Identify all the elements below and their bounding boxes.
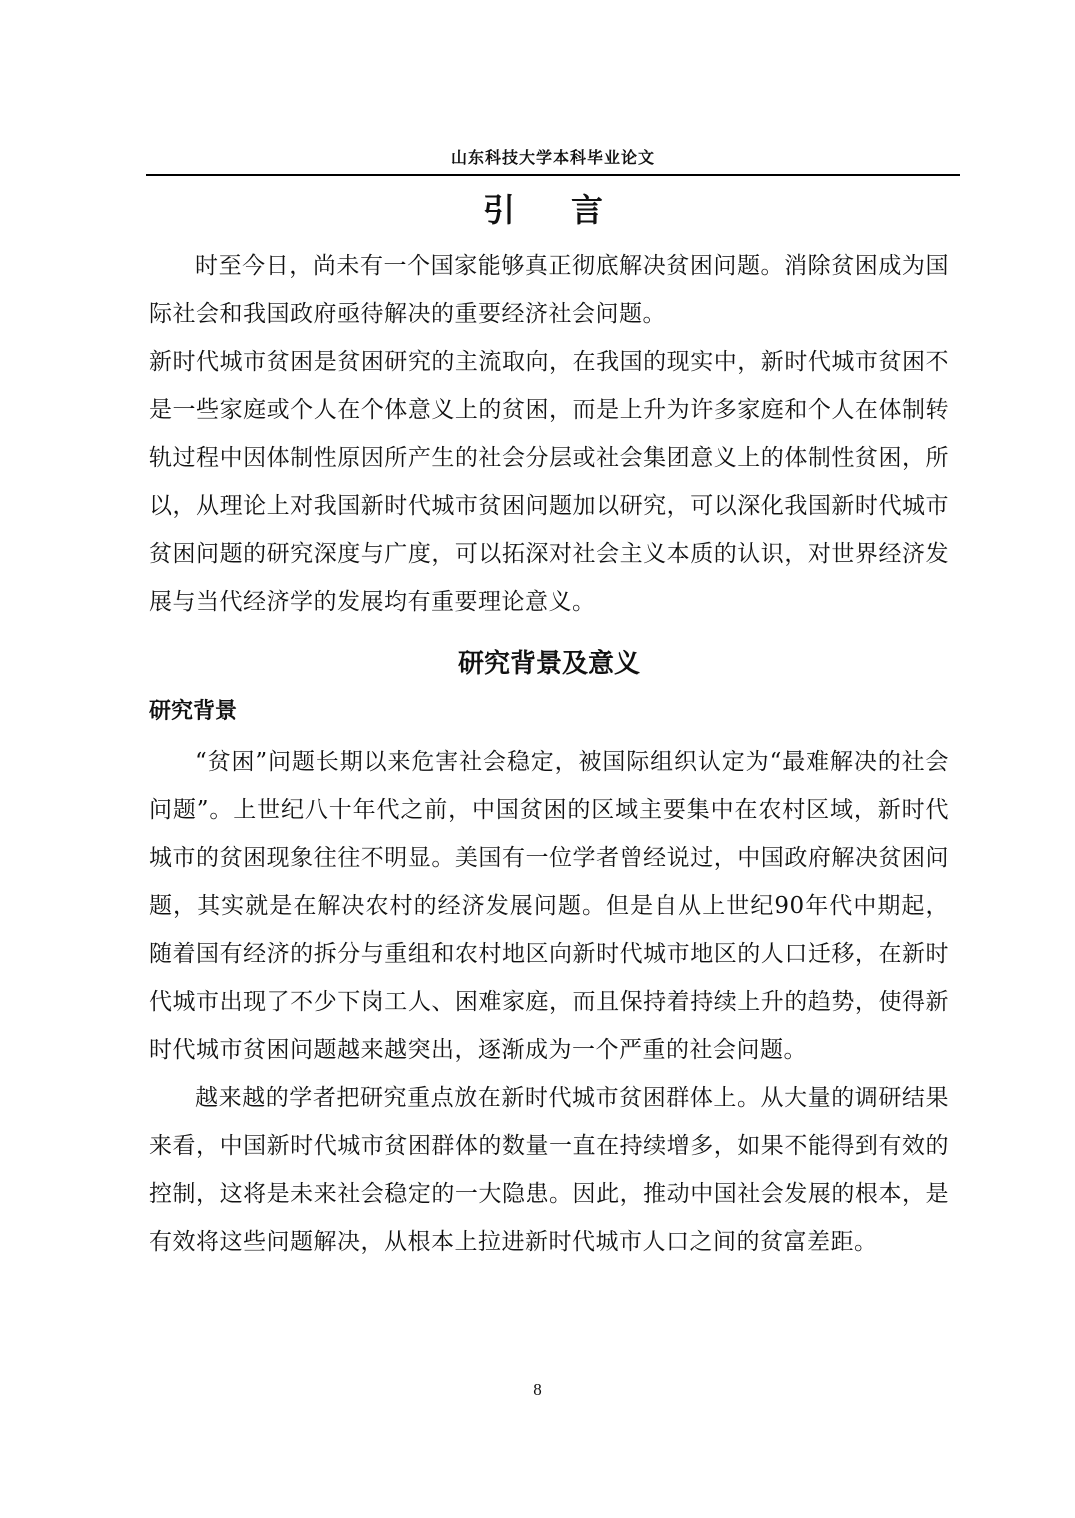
background-paragraph-2: 越来越的学者把研究重点放在新时代城市贫困群体上。从大量的调研结果来看，中国新时代城市贫困群体的数量一直在持续增多，如果不能得到有效的控制，这将是未来社会稳定的一大隐患。因此，推动中国社会发展的根本，是有效将这些问题解决，从根本上拉进新时代城市人口之间的贫富差距。 [149,1085,949,1255]
intro-paragraph-1: 时至今日，尚未有一个国家能够真正彻底解决贫困问题。消除贫困成为国际社会和我国政府亟待解决的重要经济社会问题。 [149,253,949,327]
page-number: 8 [533,1380,542,1399]
intro-paragraph-2: 新时代城市贫困是贫困研究的主流取向，在我国的现实中，新时代城市贫困不是一些家庭或个人在个体意义上的贫困，而是上升为许多家庭和个人在体制转轨过程中因体制性原因所产生的社会分层或社会集团意义上的体制性贫困，所以，从理论上对我国新时代城市贫困问题加以研究，可以深化我国新时代城市贫困问题的研究深度与广度，可以拓深对社会主义本质的认识，对世界经济发展与当代经济学的发展均有重要理论意义。 [149,349,949,615]
header-rule [146,174,960,176]
page-body [149,186,949,1266]
section-title: 研究背景及意义 [457,649,640,679]
running-header: 山东科技大学本科毕业论文 [450,148,655,167]
background-paragraph-1: “贫困”问题长期以来危害社会稳定，被国际组织认定为“最难解决的社会问题”。上世纪八十年代之前，中国贫困的区域主要集中在农村区域，新时代城市的贫困现象往往不明显。美国有一位学者曾经说过，中国政府解决贫困问题，其实就是在解决农村的经济发展问题。但是自从上世纪90年代中期起，随着国有经济的拆分与重组和农村地区向新时代城市地区的人口迁移，在新时代城市出现了不少下岗工人、困难家庭，而且保持着持续上升的趋势，使得新时代城市贫困问题越来越突出，逐渐成为一个严重的社会问题。 [149,749,949,1063]
chapter-title: 引 言 [482,191,615,229]
subsection-title: 研究背景 [149,699,238,724]
